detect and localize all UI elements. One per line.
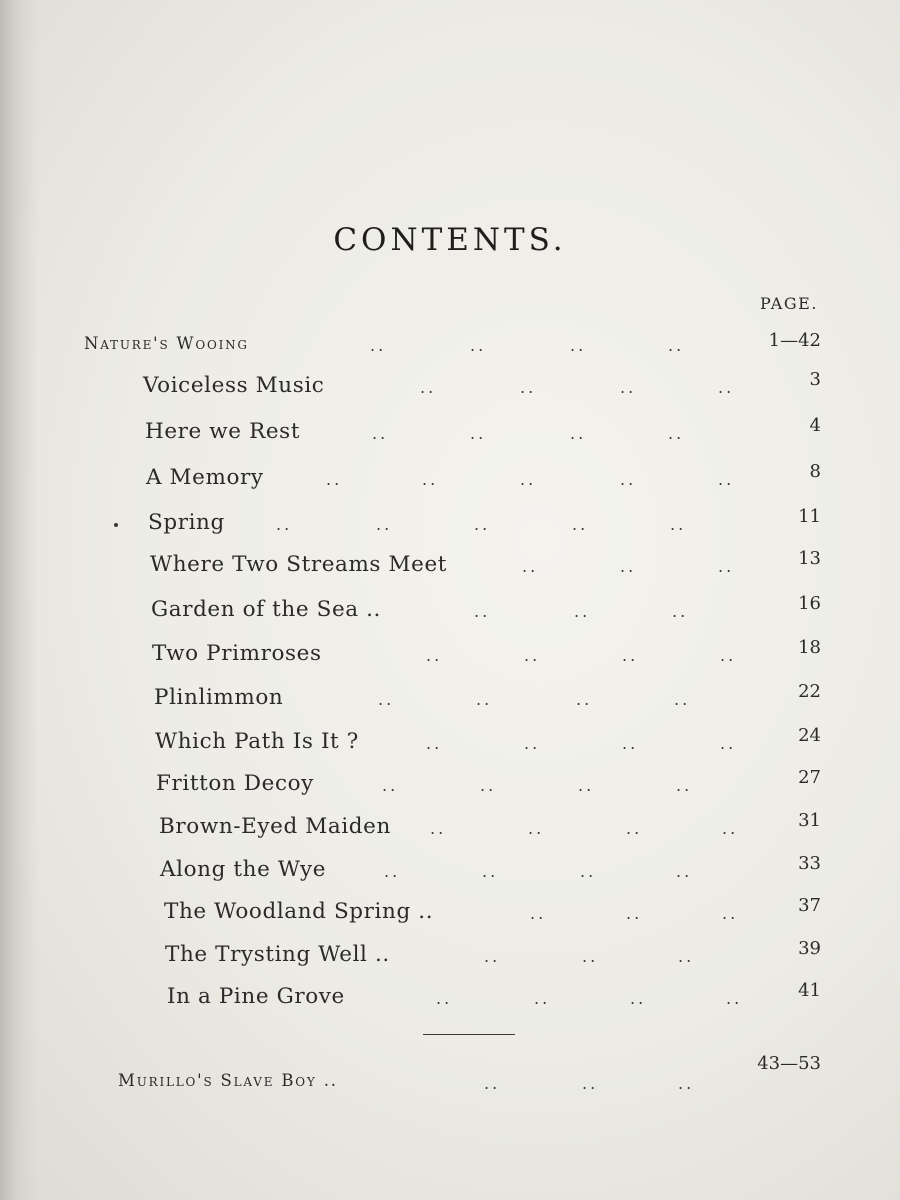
toc-section-pages: 1—42 [768, 330, 821, 351]
toc-entry[interactable] [0, 548, 900, 582]
toc-entry[interactable] [0, 938, 900, 972]
toc-entry-title: Voiceless Music [143, 373, 325, 398]
toc-entry-page: 33 [798, 853, 821, 874]
toc-entry-page: 8 [809, 461, 821, 482]
toc-section-natures-wooing[interactable] [0, 330, 900, 364]
toc-entry[interactable] [0, 593, 900, 627]
toc-entry-title: The Woodland Spring .. [164, 899, 434, 924]
toc-entry-page: 22 [798, 681, 821, 702]
toc-entry-page: 31 [798, 810, 821, 831]
toc-entry[interactable] [0, 810, 900, 844]
toc-entry[interactable] [0, 461, 900, 495]
section-divider [423, 1034, 515, 1035]
toc-entry-page: 37 [798, 895, 821, 916]
toc-entry[interactable] [0, 506, 900, 540]
toc-entry[interactable] [0, 725, 900, 759]
toc-entry[interactable] [0, 415, 900, 449]
toc-entry-title: Here we Rest [145, 419, 301, 444]
toc-entry-page: 4 [809, 415, 821, 436]
toc-entry-page: 41 [798, 980, 821, 1001]
toc-section-title: Murillo's Slave Boy .. [118, 1071, 338, 1090]
toc-entry-title: Which Path Is It ? [155, 729, 359, 754]
toc-entry-title: Plinlimmon [154, 685, 284, 710]
toc-entry-title: Garden of the Sea .. [151, 597, 381, 622]
toc-entry-title: Two Primroses [152, 641, 322, 666]
toc-section-murillos-slave-boy[interactable] [0, 1053, 900, 1101]
toc-entry-page: 27 [798, 767, 821, 788]
toc-entry-title: The Trysting Well .. [165, 942, 390, 967]
toc-entry-page: 39 [798, 938, 821, 959]
toc-entry-page: 24 [798, 725, 821, 746]
toc-entry[interactable] [0, 895, 900, 929]
toc-entry[interactable] [0, 637, 900, 671]
toc-entry-title: In a Pine Grove [167, 984, 345, 1009]
toc-entry-page: 11 [798, 506, 821, 527]
toc-entry-title: A Memory [146, 465, 264, 490]
toc-entry-page: 18 [798, 637, 821, 658]
toc-entry-title: Fritton Decoy [156, 771, 314, 796]
toc-entry[interactable] [0, 681, 900, 715]
toc-entry-title: Spring [148, 510, 225, 535]
page-column-header: PAGE. [760, 294, 818, 313]
toc-entry-title: Along the Wye [160, 857, 327, 882]
toc-entry-title: Where Two Streams Meet [150, 552, 448, 577]
toc-entry[interactable] [0, 369, 900, 403]
toc-section-title: Nature's Wooing [84, 334, 249, 353]
toc-entry-page: 13 [798, 548, 821, 569]
toc-entry-title: Brown-Eyed Maiden [159, 814, 391, 839]
toc-entry-page: 3 [809, 369, 821, 390]
toc-entry[interactable] [0, 853, 900, 887]
toc-section-pages: 43—53 [757, 1053, 821, 1074]
toc-entry-page: 16 [798, 593, 821, 614]
page-title: CONTENTS. [333, 222, 567, 258]
toc-entry[interactable] [0, 767, 900, 801]
